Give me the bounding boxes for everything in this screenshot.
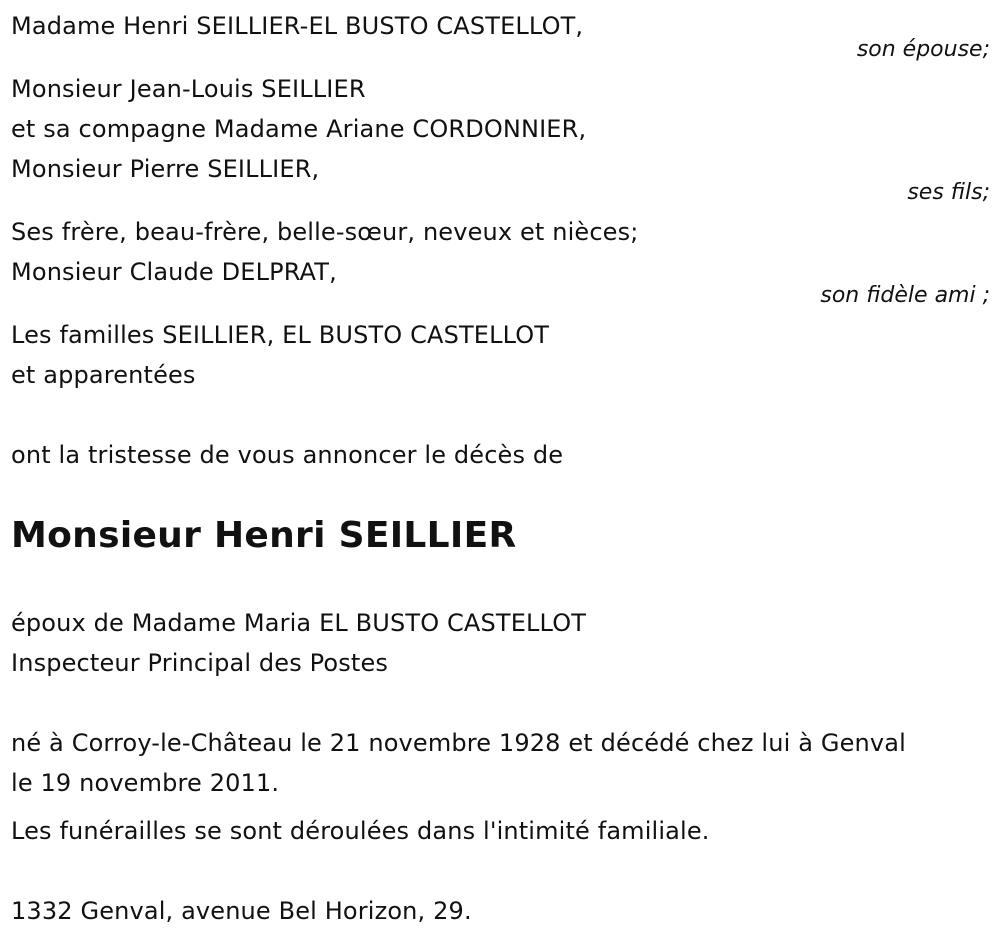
friend-role: son fidèle ami ; (820, 283, 990, 308)
deceased-spouse: époux de Madame Maria EL BUSTO CASTELLOT (11, 609, 587, 637)
deceased-name: Monsieur Henri SEILLIER (11, 515, 517, 556)
birth-death-line: le 19 novembre 2011. (11, 769, 280, 797)
son-partner: et sa compagne Madame Ariane CORDONNIER, (11, 115, 587, 143)
spouse-name: Madame Henri SEILLIER-EL BUSTO CASTELLOT, (11, 12, 584, 40)
son-name: Monsieur Jean-Louis SEILLIER (11, 75, 366, 103)
address: 1332 Genval, avenue Bel Horizon, 29. (11, 897, 472, 925)
deceased-title: Inspecteur Principal des Postes (11, 649, 389, 677)
son-name: Monsieur Pierre SEILLIER, (11, 155, 320, 183)
siblings-line: Ses frère, beau-frère, belle-sœur, neveux et nièces; (11, 218, 639, 246)
families-line: Les familles SEILLIER, EL BUSTO CASTELLOT (11, 321, 550, 349)
sons-role: ses fils; (907, 180, 990, 205)
announcement-text: ont la tristesse de vous annoncer le décès de (11, 441, 564, 469)
families-line: et apparentées (11, 361, 196, 389)
birth-death-line: né à Corroy-le-Château le 21 novembre 1928 et décédé chez lui à Genval (11, 729, 906, 757)
spouse-role: son épouse; (856, 37, 990, 62)
friend-name: Monsieur Claude DELPRAT, (11, 258, 337, 286)
funeral-note: Les funérailles se sont déroulées dans l'intimité familiale. (11, 817, 710, 845)
